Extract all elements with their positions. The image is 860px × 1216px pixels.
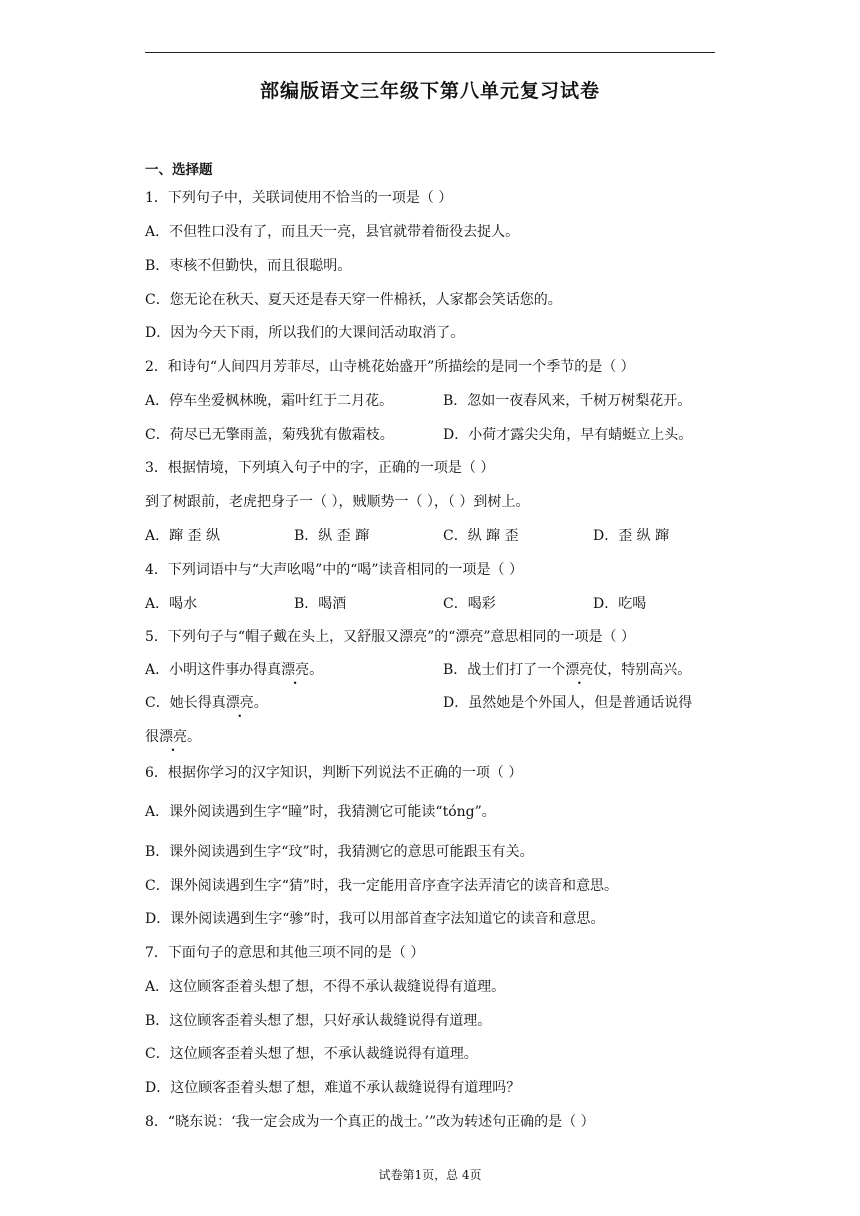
q7-option-c: C．这位顾客歪着头想了想，不承认裁缝说得有道理。 [145, 1046, 478, 1062]
q2-stem: 2．和诗句“人间四月芳菲尽，山寺桃花始盛开”所描绘的是同一个季节的是（ ） [145, 359, 635, 375]
q4-option-a: A．喝水 [145, 596, 198, 612]
header-rule [145, 52, 715, 53]
q5-option-b [443, 659, 691, 679]
q1-option-c: C．您无论在秋天、夏天还是春天穿一件棉袄，人家都会笑话您的。 [145, 292, 562, 308]
q1-option-b: B．枣核不但勤快，而且很聪明。 [145, 258, 352, 274]
q5-stem: 5．下列句子与“帽子戴在头上，又舒服又漂亮”的“漂亮”意思相同的一项是（ ） [145, 629, 635, 645]
q3-option-a: A．蹿 歪 纵 [145, 528, 221, 544]
q5-b-suffix: 仗，特别高兴。 [593, 662, 692, 678]
q5-b-prefix: B．战士们打了一个 [443, 662, 566, 678]
q3-option-c: C．纵 蹿 歪 [443, 528, 519, 544]
q5-c-suffix: 。 [253, 695, 268, 711]
q4-option-b: B．喝酒 [294, 596, 347, 612]
q6-option-a: A．课外阅读遇到生字“瞳”时，我猜测它可能读“tóng”。 [145, 804, 496, 820]
q4-stem: 4．下列词语中与“大声吆喝”中的“喝”读音相同的一项是（ ） [145, 562, 523, 578]
page-footer: 试卷第1页，总 4页 [378, 1168, 482, 1182]
q6-option-c: C．课外阅读遇到生字“猜”时，我一定能用音序查字法弄清它的读音和意思。 [145, 878, 619, 894]
q1-option-a: A．不但牲口没有了，而且天一亮，县官就带着衙役去捉人。 [145, 224, 520, 240]
q6-option-b: B．课外阅读遇到生字“玟”时，我猜测它的意思可能跟玉有关。 [145, 844, 534, 860]
section-heading: 一、选择题 [145, 162, 213, 178]
q5-option-a [145, 659, 323, 679]
q1-stem: 1．下列句子中，关联词使用不恰当的一项是（ ） [145, 190, 453, 206]
q5-option-d-cont [145, 726, 201, 746]
q5-d-prefix: 很 [145, 729, 159, 745]
q1-option-d: D．因为今天下雨，所以我们的大课间活动取消了。 [145, 325, 465, 341]
q2-option-b: B．忽如一夜春风来，千树万树梨花开。 [443, 393, 692, 409]
q5-d-emphasis: 漂亮 [159, 729, 187, 745]
q2-option-a: A．停车坐爱枫林晚，霜叶红于二月花。 [145, 393, 394, 409]
q3-option-d: D．歪 纵 蹿 [593, 528, 670, 544]
q3-stem: 3．根据情境，下列填入句子中的字，正确的一项是（ ） [145, 460, 495, 476]
q7-option-d: D．这位顾客歪着头想了想，难道不承认裁缝说得有道理吗？ [145, 1080, 521, 1096]
q5-a-suffix: 。 [309, 662, 324, 678]
q5-c-prefix: C．她长得真 [145, 695, 226, 711]
q5-option-c [145, 692, 268, 712]
q6-option-d: D．课外阅读遇到生字“骖”时，我可以用部首查字法知道它的读音和意思。 [145, 911, 605, 927]
q5-a-prefix: A．小明这件事办得真 [145, 662, 282, 678]
q3-option-b: B．纵 歪 蹿 [294, 528, 370, 544]
q7-stem: 7．下面句子的意思和其他三项不同的是（ ） [145, 945, 425, 961]
q2-option-d: D．小荷才露尖尖角，早有蜻蜓立上头。 [443, 427, 693, 443]
q4-option-d: D．吃喝 [593, 596, 647, 612]
q3-sentence: 到了树跟前，老虎把身子一（ ），贼顺势一（ ），（ ）到树上。 [145, 494, 530, 510]
q7-option-a: A．这位顾客歪着头想了想，不得不承认裁缝说得有道理。 [145, 979, 506, 995]
q7-option-b: B．这位顾客歪着头想了想，只好承认裁缝说得有道理。 [145, 1013, 492, 1029]
q6-stem: 6．根据你学习的汉字知识，判断下列说法不正确的一项（ ） [145, 765, 523, 781]
q5-a-emphasis: 漂亮 [281, 662, 310, 678]
q8-stem: 8．“晓东说：‘我一定会成为一个真正的战士。’”改为转述句正确的是（ ） [145, 1114, 595, 1130]
page-title: 部编版语文三年级下第八单元复习试卷 [259, 80, 600, 102]
q5-b-emphasis: 漂亮 [565, 662, 594, 678]
q4-option-c: C．喝彩 [443, 596, 496, 612]
q5-d-suffix: 。 [187, 729, 201, 745]
q5-option-d: D．虽然她是个外国人，但是普通话说得 [443, 695, 693, 711]
q5-c-emphasis: 漂亮 [225, 695, 254, 711]
q2-option-c: C．荷尽已无擎雨盖，菊残犹有傲霜枝。 [145, 427, 394, 443]
